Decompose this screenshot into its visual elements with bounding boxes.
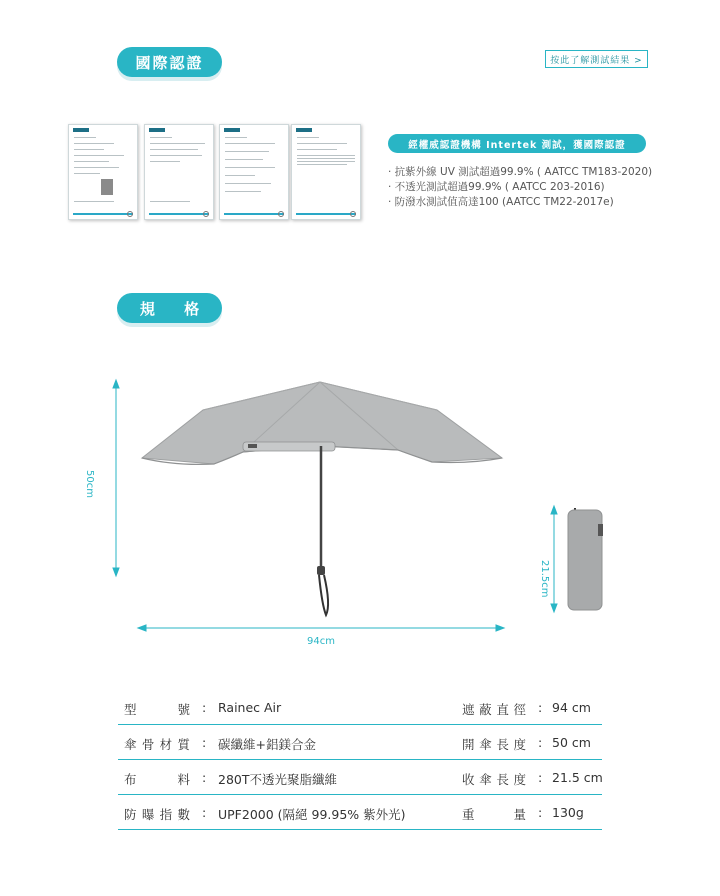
spec-row [118,795,602,830]
width-dimension-line [138,625,504,631]
intertek-logo-icon [73,128,89,132]
height-dimension-line [113,380,119,576]
colon: : [538,700,543,715]
spec-value: 50 cm [552,735,591,750]
certificate-document[interactable] [68,124,138,220]
certificate-document[interactable] [219,124,289,220]
colon: : [202,735,207,750]
spec-label: 布 料 [124,772,190,787]
spec-value: 130g [552,805,584,820]
spec-value: 碳纖維+鋁鎂合金 [218,737,316,752]
colon: : [538,770,543,785]
certificate-document[interactable] [144,124,214,220]
spec-label: 收傘長度 [462,772,526,787]
spec-value: 21.5 cm [552,770,603,785]
cert-item: · 不透光測試超過99.9% ( AATCC 203-2016) [388,181,605,193]
spec-label: 型 號 [124,702,190,717]
spec-label: 防曝指數 [124,807,190,822]
cert-section-title: 國際認證 [117,47,222,77]
colon: : [202,770,207,785]
seal-icon [278,211,284,217]
seal-icon [350,211,356,217]
spec-label: 傘骨材質 [124,737,190,752]
sample-photo [101,179,113,195]
spec-table [118,690,602,830]
spec-value: UPF2000 (隔絕 99.95% 紫外光) [218,807,406,822]
test-result-button[interactable]: 按此了解測試結果 > [545,50,648,68]
spec-label: 開傘長度 [462,737,526,752]
intertek-logo-icon [149,128,165,132]
folded-umbrella [568,508,603,610]
width-dimension-label: 94cm [307,636,335,647]
cert-item: · 抗紫外線 UV 測試超過99.9% ( AATCC TM183-2020) [388,166,653,178]
spec-label: 遮蔽直徑 [462,702,526,717]
umbrella-illustration [0,360,720,660]
colon: : [202,805,207,820]
seal-icon [127,211,133,217]
folded-dimension-line [551,506,557,612]
certificate-document[interactable] [291,124,361,220]
colon: : [538,735,543,750]
seal-icon [203,211,209,217]
cert-item: · 防潑水測試值高達100 (AATCC TM22-2017e) [388,196,614,208]
spec-value: Rainec Air [218,700,282,715]
spec-value: 94 cm [552,700,591,715]
height-dimension-label: 50cm [84,470,95,498]
spec-row [118,760,602,795]
spec-row [118,725,602,760]
intertek-logo-icon [224,128,240,132]
folded-dimension-label: 21.5cm [539,560,550,598]
colon: : [202,700,207,715]
spec-value: 280T不透光聚脂纖維 [218,772,337,787]
colon: : [538,805,543,820]
intertek-logo-icon [296,128,312,132]
open-umbrella [142,382,502,615]
spec-row [118,690,602,725]
spec-section-title: 規 格 [117,293,222,323]
cert-headline: 經權威認證機構 Intertek 測試，獲國際認證 [388,134,646,153]
spec-label: 重 量 [462,807,526,822]
